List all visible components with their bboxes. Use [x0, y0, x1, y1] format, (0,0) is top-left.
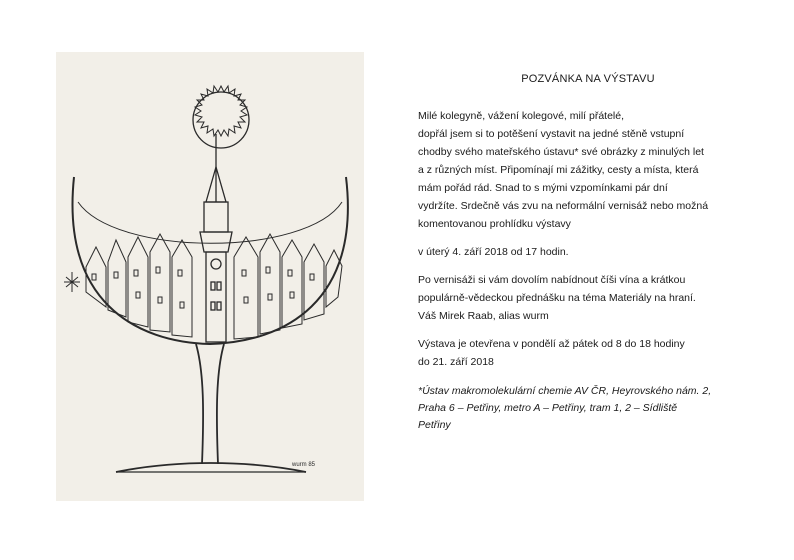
offer-line-text: populárně-vědeckou přednášku na téma: [418, 292, 606, 304]
footnote-line: Petřiny: [418, 419, 451, 431]
footnote-line: *Ústav makromolekulární chemie AV ČR, Heyrovského nám. 2,: [418, 385, 712, 397]
body-line: a z různých míst. Připomínají mi zážitky, cesty a místa, která: [418, 164, 699, 176]
artwork-signature: wurm 85: [292, 462, 316, 468]
invitation-text: [418, 70, 758, 434]
body-line: dopřál jsem si to potěšení vystavit na jedné stěně vstupní: [418, 128, 685, 140]
spark-icon: [64, 272, 80, 292]
footnote-line: Praha 6 – Petřiny, metro A – Petřiny, tram 1, 2 – Sídliště: [418, 402, 678, 414]
opening-line: Výstava je otevřena v pondělí až pátek od 8 do 18 hodiny: [418, 338, 685, 350]
body-line: komentovanou prohlídku výstavy: [418, 218, 571, 230]
artwork-drawing: [56, 52, 364, 501]
invitation-title: POZVÁNKA NA VÝSTAVU: [521, 73, 655, 85]
body-line: vydržíte. Srdečně vás zvu na neformální vernisáž nebo možná: [418, 200, 709, 212]
greeting: Milé kolegyně, vážení kolegové, milí přátelé,: [418, 110, 625, 122]
body-line: mám pořád rád. Snad to s mými vzpomínkami pár dní: [418, 182, 668, 194]
lecture-topic: Materiály na hraní.: [608, 292, 696, 304]
event-date: v úterý 4. září 2018 od 17 hodin.: [418, 246, 569, 258]
tower-icon: [200, 134, 232, 342]
offer-line: Po vernisáži si vám dovolím nabídnout číši vína a krátkou: [418, 274, 686, 286]
offer-line: [418, 289, 758, 307]
opening-line: do 21. září 2018: [418, 356, 494, 368]
sun-icon: [193, 86, 249, 148]
body-line: chodby svého mateřského ústavu* své obrázky z minulých let: [418, 146, 704, 158]
signature: Váš Mirek Raab, alias wurm: [418, 310, 549, 322]
